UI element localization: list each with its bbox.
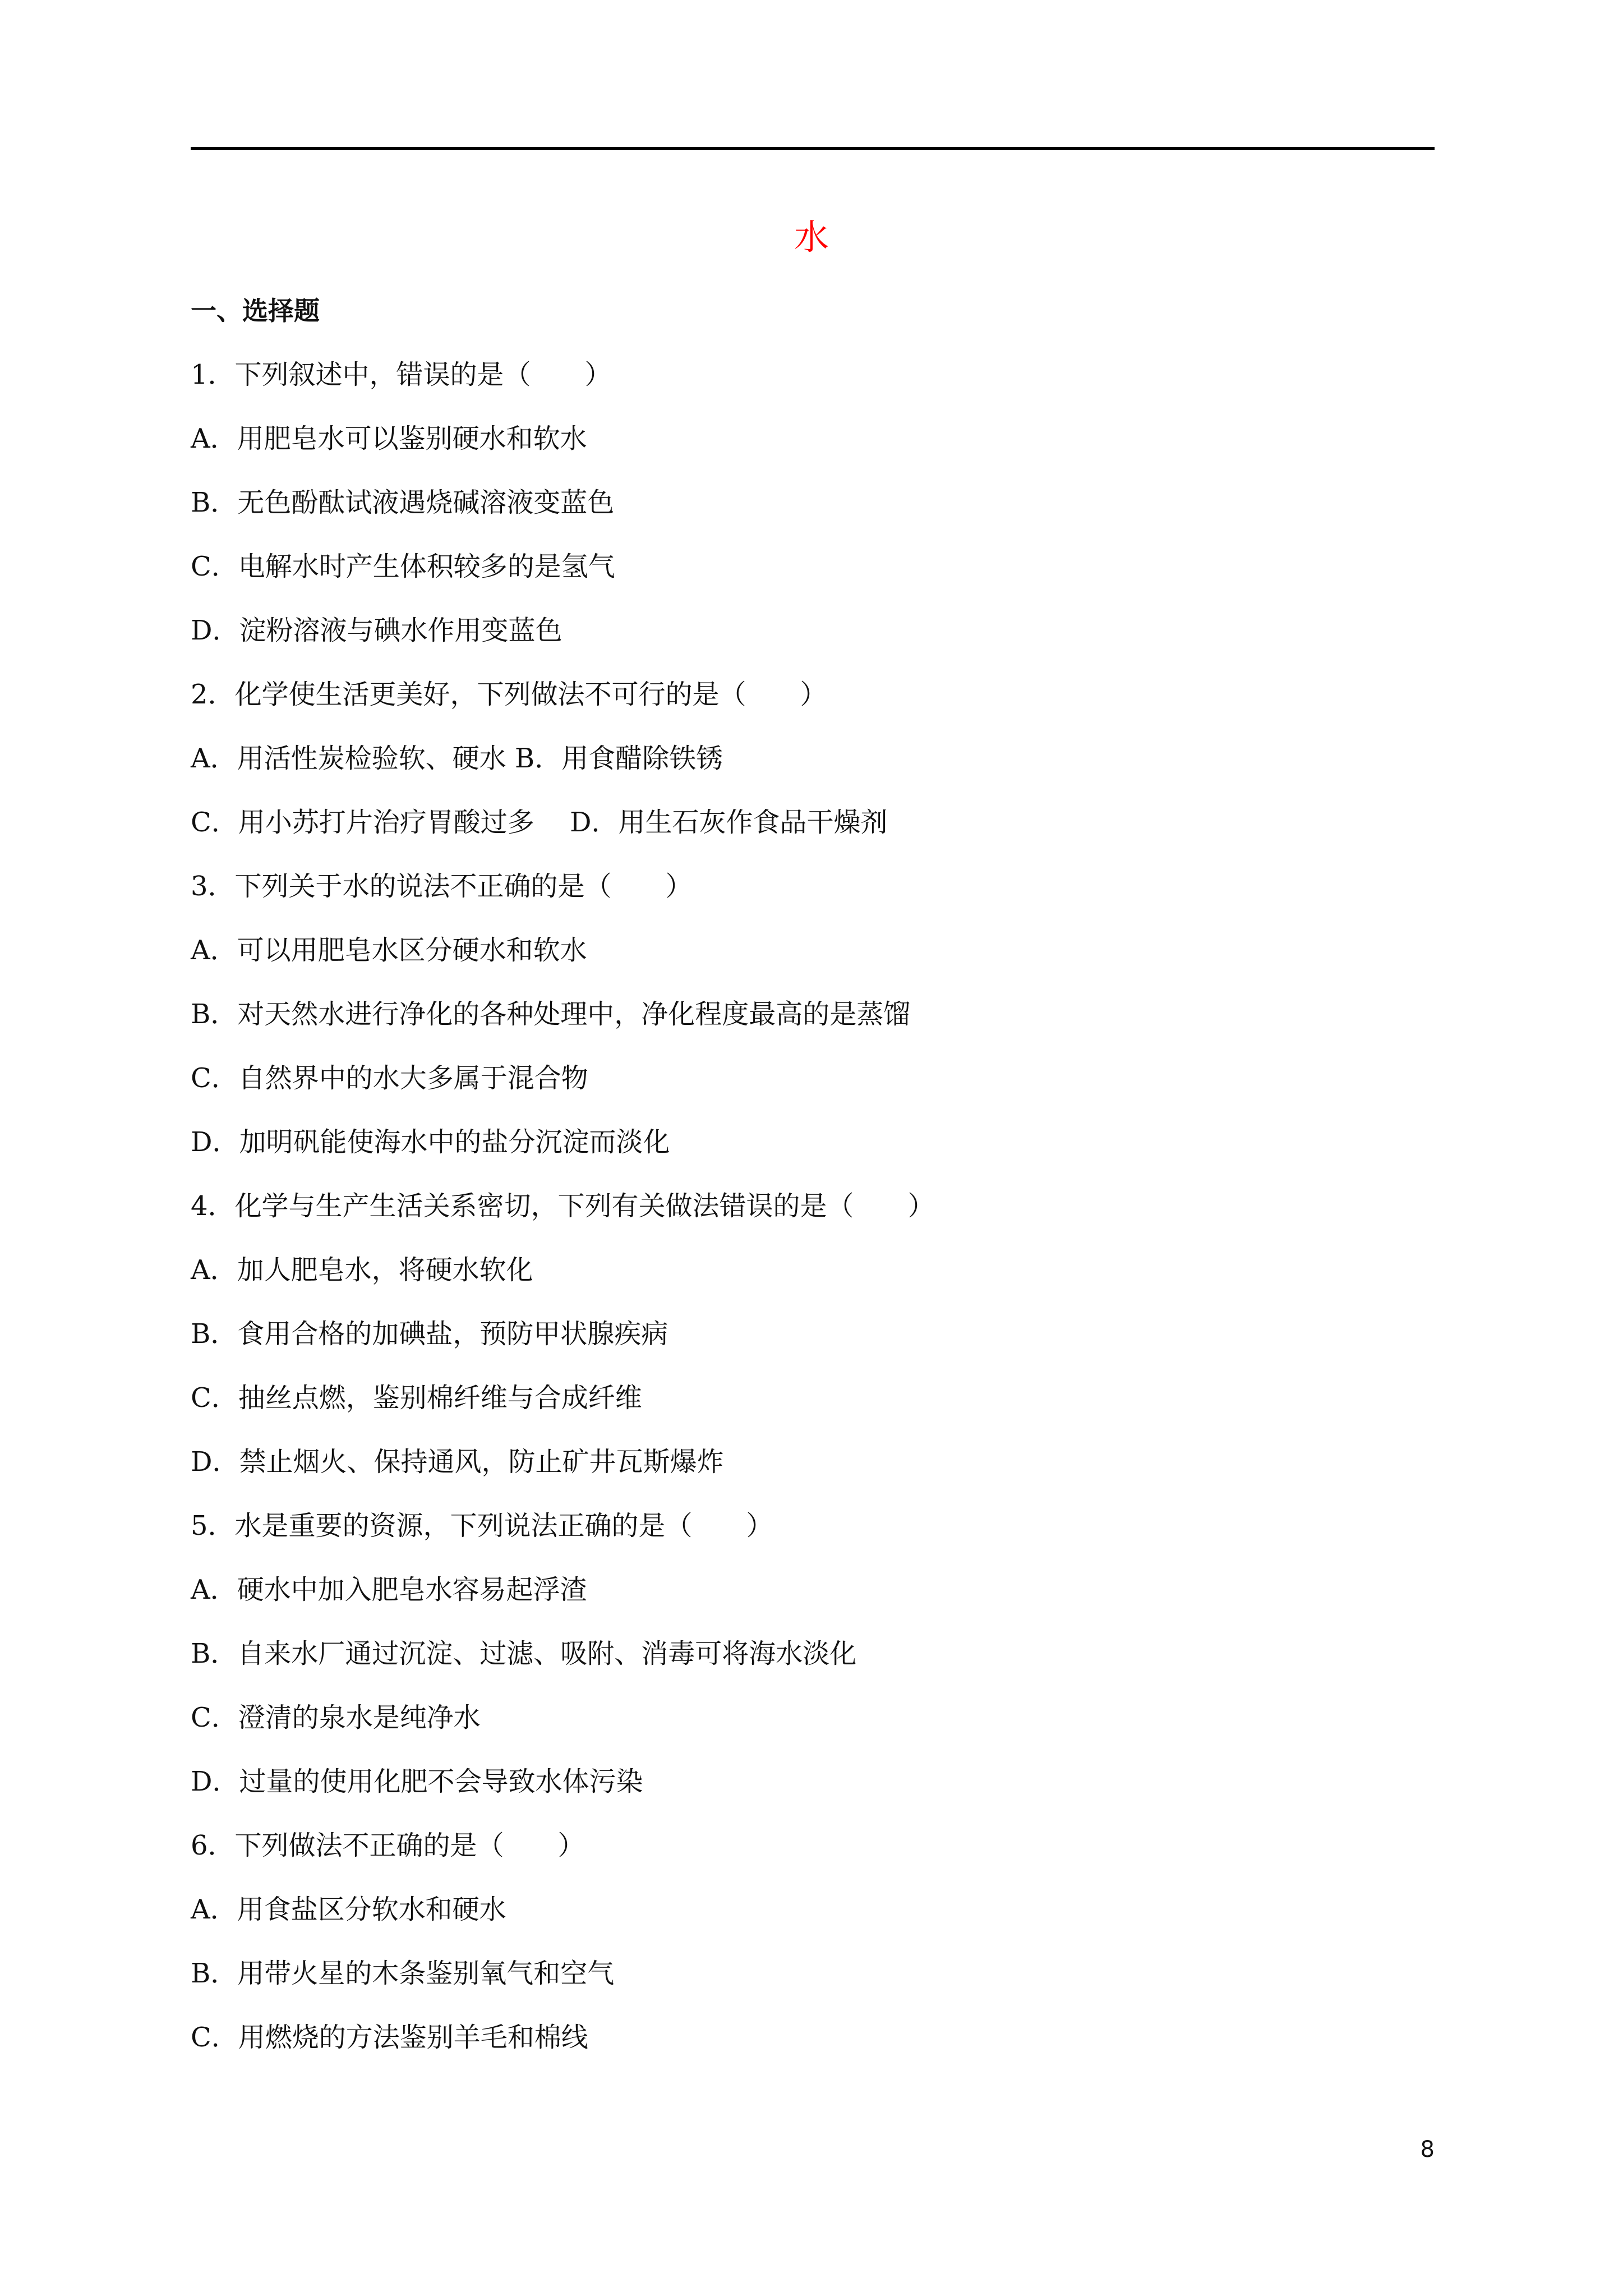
header-rule — [191, 147, 1435, 150]
question-1-option-d: D．淀粉溶液与碘水作用变蓝色 — [191, 615, 562, 646]
section-heading: 一、选择题 — [191, 296, 320, 326]
question-4-option-a: A．加人肥皂水，将硬水软化 — [191, 1254, 533, 1286]
question-2-options-cd: C．用小苏打片治疗胃酸过多 D．用生石灰作食品干燥剂 — [191, 807, 888, 838]
question-6: 6．下列做法不正确的是（ ） — [191, 1830, 585, 1861]
question-3-option-c: C．自然界中的水大多属于混合物 — [191, 1062, 588, 1094]
document-body — [191, 287, 1435, 2077]
question-5: 5．水是重要的资源，下列说法正确的是（ ） — [191, 1510, 773, 1542]
question-5-option-a: A．硬水中加入肥皂水容易起浮渣 — [191, 1574, 587, 1605]
question-3-option-a: A．可以用肥皂水区分硬水和软水 — [191, 935, 587, 966]
question-6-option-b: B．用带火星的木条鉴别氧气和空气 — [191, 1958, 615, 1989]
question-1-option-a: A．用肥皂水可以鉴别硬水和软水 — [191, 423, 587, 454]
question-1-option-b: B．无色酚酞试液遇烧碱溶液变蓝色 — [191, 487, 615, 518]
page-title: 水 — [794, 217, 829, 257]
question-2-options-ab: A．用活性炭检验软、硬水 B．用食醋除铁锈 — [191, 743, 723, 774]
question-4-option-d: D．禁止烟火、保持通风，防止矿井瓦斯爆炸 — [191, 1446, 724, 1478]
page-number: 8 — [1420, 2137, 1435, 2162]
question-4: 4．化学与生产生活关系密切，下列有关做法错误的是（ ） — [191, 1190, 935, 1222]
question-5-option-c: C．澄清的泉水是纯净水 — [191, 1702, 481, 1733]
question-3-option-d: D．加明矾能使海水中的盐分沉淀而淡化 — [191, 1126, 670, 1158]
question-6-option-c: C．用燃烧的方法鉴别羊毛和棉线 — [191, 2022, 588, 2053]
question-5-option-b: B．自来水厂通过沉淀、过滤、吸附、消毒可将海水淡化 — [191, 1638, 857, 1669]
question-1-option-c: C．电解水时产生体积较多的是氢气 — [191, 551, 615, 582]
question-2: 2．化学使生活更美好，下列做法不可行的是（ ） — [191, 679, 827, 710]
question-5-option-d: D．过量的使用化肥不会导致水体污染 — [191, 1766, 643, 1797]
question-3-option-b: B．对天然水进行净化的各种处理中，净化程度最高的是蒸馏 — [191, 999, 911, 1030]
question-6-option-a: A．用食盐区分软水和硬水 — [191, 1894, 506, 1925]
question-3: 3．下列关于水的说法不正确的是（ ） — [191, 871, 693, 902]
question-4-option-b: B．食用合格的加碘盐，预防甲状腺疾病 — [191, 1318, 668, 1350]
question-1: 1．下列叙述中，错误的是（ ） — [191, 359, 612, 390]
question-4-option-c: C．抽丝点燃，鉴别棉纤维与合成纤维 — [191, 1382, 642, 1414]
